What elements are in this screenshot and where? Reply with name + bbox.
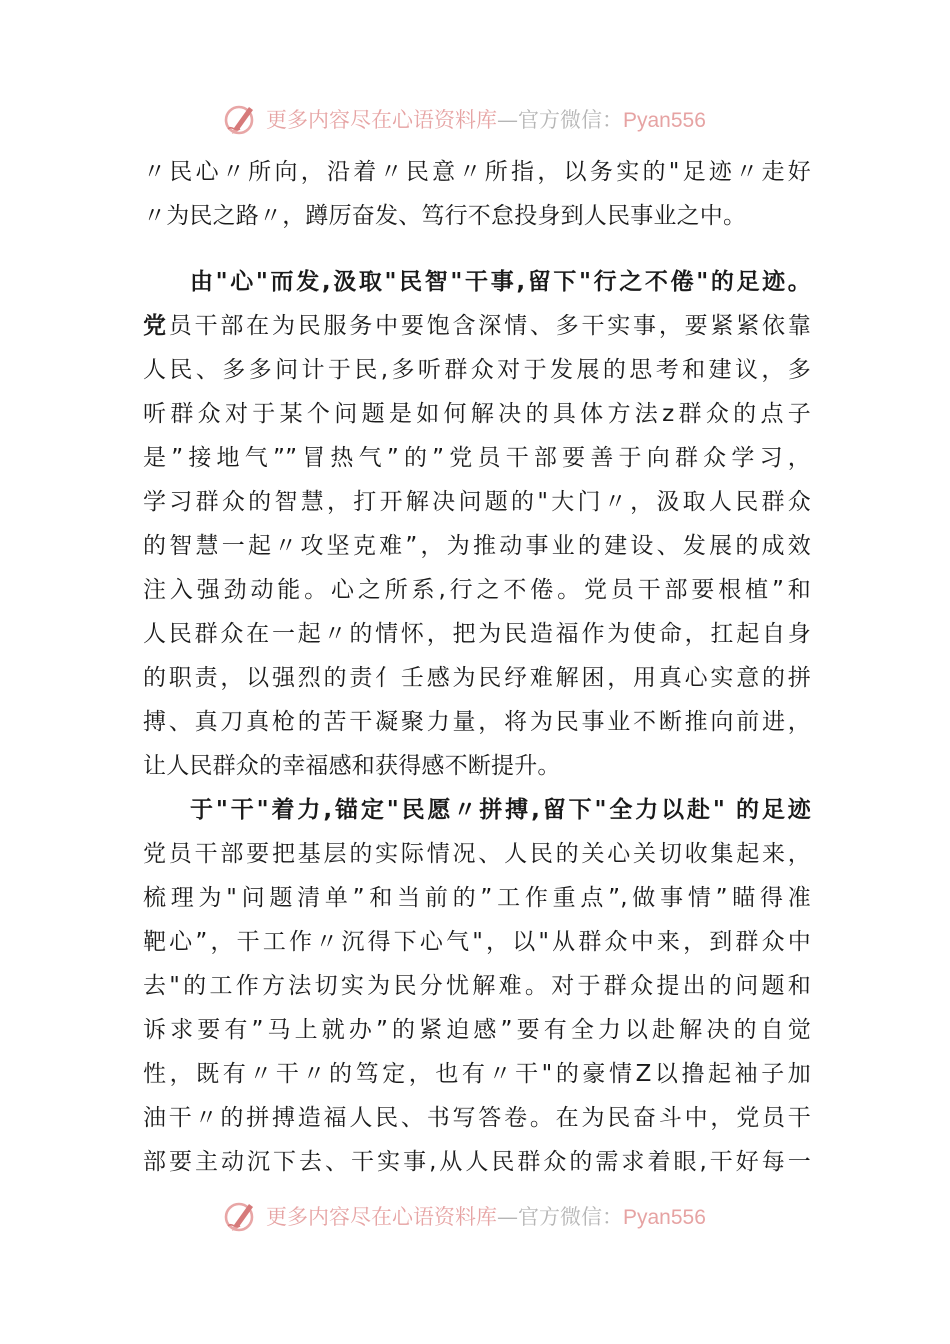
text-line-rest: 员干部在为民服务中要饱含深情、多干实事，要紧紧依靠 — [168, 313, 812, 339]
text-line: 诉求要有”马上就办”的紧迫感”要有全力以赴解决的自觉 — [143, 1017, 811, 1043]
text-line: 搏、真刀真枪的苦干凝聚力量，将为民事业不断推向前进， — [143, 709, 811, 735]
bold-lead-char: 党 — [143, 313, 169, 339]
watermark-wechat-id: Pyan556 — [623, 1206, 706, 1229]
text-line: 性，既有〃干〃的笃定，也有〃干"的豪情Z以撸起袖子加 — [143, 1061, 811, 1087]
watermark-wechat-label: 官方微信： — [518, 1205, 623, 1229]
watermark-text — [266, 1201, 706, 1231]
text-line: 梳理为"问题清单”和当前的”工作重点”,做事情”瞄得准 — [143, 885, 811, 911]
watermark-brand: 更多内容尽在心语资料库 — [266, 108, 497, 132]
text-line: 去"的工作方法切实为民分忧解难。对于群众提出的问题和 — [143, 973, 811, 999]
text-line: 靶心”，干工作〃沉得下心气"，以"从群众中来，到群众中 — [143, 929, 811, 955]
text-line: 油干〃的拼搏造福人民、书写答卷。在为民奋斗中，党员干 — [143, 1105, 811, 1131]
text-line: 人民、多多问计于民,多听群众对于发展的思考和建议，多 — [143, 357, 811, 383]
document-body — [143, 150, 811, 1184]
text-line: 是”接地气””冒热气”的”党员干部要善于向群众学习， — [143, 445, 811, 471]
text-line: 部要主动沉下去、干实事,从人民群众的需求着眼,干好每一 — [143, 1149, 811, 1175]
watermark-wechat-id: Pyan556 — [623, 109, 706, 132]
text-line: 〃为民之路〃，蹲厉奋发、笃行不怠投身到人民事业之中。 — [143, 203, 747, 229]
watermark-brand: 更多内容尽在心语资料库 — [266, 1205, 497, 1229]
section-heading-2: 于"干"着力,锚定"民愿〃拼搏,留下"全力以赴" 的足迹 — [190, 797, 811, 823]
watermark-dash: — — [497, 108, 518, 132]
paragraph-gap — [143, 238, 811, 260]
watermark-dash: — — [497, 1205, 518, 1229]
text-line: 的职责，以强烈的责亻壬感为民纾难解困，用真心实意的拼 — [143, 665, 811, 691]
section-heading-1: 由"心"而发,汲取"民智"干事,留下"行之不倦"的足迹。 — [190, 269, 811, 295]
watermark-wechat-label: 官方微信： — [518, 108, 623, 132]
watermark-banner-bottom — [222, 1196, 742, 1236]
text-line: 〃民心〃所向，沿着〃民意〃所指，以务实的"足迹〃走好 — [143, 159, 811, 185]
text-line: 党员干部要把基层的实际情况、人民的关心关切收集起来， — [143, 841, 811, 867]
watermark-text — [266, 104, 706, 134]
watermark-banner-top — [222, 99, 742, 139]
text-line: 人民群众在一起〃的情怀，把为民造福作为使命，扛起自身 — [143, 621, 811, 647]
text-line: 让人民群众的幸福感和获得感不断提升。 — [143, 753, 561, 779]
text-line: 学习群众的智慧，打开解决问题的"大门〃，汲取人民群众 — [143, 489, 811, 515]
text-line: 听群众对于某个问题是如何解决的具体方法z群众的点子 — [143, 401, 811, 427]
text-line: 注入强劲动能。心之所系,行之不倦。党员干部要根植”和 — [143, 577, 811, 603]
text-line — [143, 304, 811, 348]
pen-logo-icon — [222, 1196, 262, 1236]
pen-logo-icon — [222, 99, 262, 139]
text-line: 的智慧一起〃攻坚克难”，为推动事业的建设、发展的成效 — [143, 533, 811, 559]
